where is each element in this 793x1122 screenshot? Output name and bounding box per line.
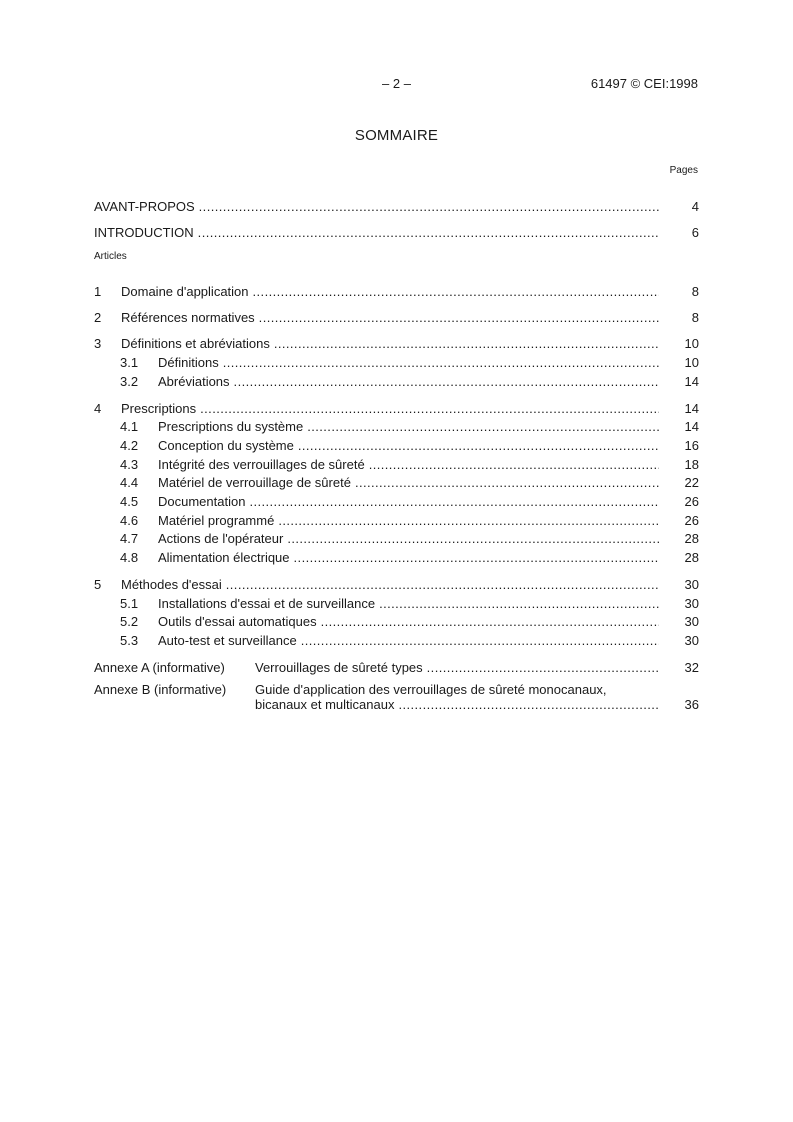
toc-entry-page: 32 — [684, 660, 699, 675]
toc-entry-4-7[interactable] — [94, 530, 699, 548]
toc-entry-number: 5.2 — [120, 614, 139, 629]
page-number: – 2 – — [382, 76, 411, 91]
standard-reference: 61497 © CEI:1998 — [590, 76, 698, 91]
toc-entry-page: 36 — [684, 697, 699, 712]
toc-entry-page: 28 — [684, 550, 699, 565]
toc-entry-label: Auto-test et surveillance ..... — [158, 632, 659, 650]
toc-entry-label: Définitions ..... — [158, 354, 659, 372]
toc-entry-label-line1: Guide d'application des verrouillages de sûreté monocanaux, — [255, 682, 607, 697]
toc-entry-number: 4.6 — [120, 513, 139, 528]
toc-entry-label: Prescriptions du système ..... — [158, 418, 659, 436]
toc-entry-number: 2 — [94, 310, 102, 325]
toc-entry-label: Verrouillages de sûreté types ..... — [255, 659, 659, 677]
toc-entry-4-2[interactable] — [94, 437, 699, 455]
toc-entry-4-6[interactable] — [94, 512, 699, 530]
toc-entry-number: 5.1 — [120, 596, 139, 611]
toc-entry-label: Alimentation électrique ..... — [158, 549, 659, 567]
toc-entry-annex-a[interactable] — [94, 659, 699, 677]
toc-entry-label: Méthodes d'essai ..... — [121, 576, 659, 594]
toc-entry-page: 28 — [684, 531, 699, 546]
toc-entry-number: 4.2 — [120, 438, 139, 453]
toc-entry-label: Documentation ..... — [158, 493, 659, 511]
toc-entry-page: 30 — [684, 577, 699, 592]
toc-entry-number: 3.2 — [120, 374, 139, 389]
toc-entry-number: 5 — [94, 577, 102, 592]
toc-entry-1[interactable] — [94, 283, 699, 301]
toc-entry-label: Abréviations ..... — [158, 373, 659, 391]
toc-entry-number: 4.1 — [120, 419, 139, 434]
toc-entry-page: 16 — [684, 438, 699, 453]
toc-entry-label: Prescriptions ..... — [121, 400, 659, 418]
toc-entry-label: Installations d'essai et de surveillance ..... — [158, 595, 659, 613]
toc-entry-4-8[interactable] — [94, 549, 699, 567]
toc-entry-page: 6 — [691, 225, 699, 240]
toc-entry-number: 4.5 — [120, 494, 139, 509]
toc-entry-number: 3.1 — [120, 355, 139, 370]
toc-entry-4-3[interactable] — [94, 456, 699, 474]
toc-entry-number: 1 — [94, 284, 102, 299]
toc-entry-number: 5.3 — [120, 633, 139, 648]
toc-entry-2[interactable] — [94, 309, 699, 327]
toc-entry-label: bicanaux et multicanaux ..... — [255, 696, 659, 714]
toc-entry-page: 10 — [684, 355, 699, 370]
toc-entry-5-2[interactable] — [94, 613, 699, 631]
toc-entry-number: 4 — [94, 401, 102, 416]
toc-entry-page: 14 — [684, 419, 699, 434]
toc-entry-label: Références normatives ..... — [121, 309, 659, 327]
toc-entry-page: 14 — [684, 374, 699, 389]
toc-entry-number: 4.3 — [120, 457, 139, 472]
toc-entry-label: INTRODUCTION ..... — [94, 224, 659, 242]
toc-entry-number: 3 — [94, 336, 102, 351]
toc-entry-page: 10 — [684, 336, 699, 351]
toc-entry-introduction[interactable] — [94, 224, 699, 242]
toc-entry-5-3[interactable] — [94, 632, 699, 650]
toc-entry-label: Outils d'essai automatiques ..... — [158, 613, 659, 631]
page-title: SOMMAIRE — [354, 127, 439, 144]
toc-entry-label: Domaine d'application ..... — [121, 283, 659, 301]
toc-entry-page: 30 — [684, 596, 699, 611]
toc-entry-page: 30 — [684, 633, 699, 648]
toc-entry-label: Matériel de verrouillage de sûreté ..... — [158, 474, 659, 492]
toc-entry-4-5[interactable] — [94, 493, 699, 511]
toc-entry-label: Intégrité des verrouillages de sûreté ..... — [158, 456, 659, 474]
toc-entry-page: 8 — [691, 284, 699, 299]
toc-entry-page: 8 — [691, 310, 699, 325]
toc-entry-3[interactable] — [94, 335, 699, 353]
toc-entry-label: AVANT-PROPOS ..... — [94, 198, 659, 216]
toc-entry-number: 4.4 — [120, 475, 139, 490]
toc-entry-label: Actions de l'opérateur ..... — [158, 530, 659, 548]
toc-entry-label: Conception du système ..... — [158, 437, 659, 455]
pages-column-label: Pages — [669, 165, 698, 176]
toc-entry-page: 18 — [684, 457, 699, 472]
toc-entry-annex-b[interactable] — [94, 682, 699, 714]
toc-entry-page: 26 — [684, 513, 699, 528]
toc-entry-4[interactable] — [94, 400, 699, 418]
toc-entry-page: 14 — [684, 401, 699, 416]
toc-annex-label: Annexe B (informative) — [94, 682, 227, 697]
toc-entry-page: 30 — [684, 614, 699, 629]
toc-entry-label: Matériel programmé ..... — [158, 512, 659, 530]
toc-entry-3-2[interactable] — [94, 373, 699, 391]
toc-entry-number: 4.8 — [120, 550, 139, 565]
toc-entry-page: 26 — [684, 494, 699, 509]
toc-entry-page: 4 — [691, 199, 699, 214]
toc-entry-number: 4.7 — [120, 531, 139, 546]
toc-entry-3-1[interactable] — [94, 354, 699, 372]
toc-entry-avant-propos[interactable] — [94, 198, 699, 216]
toc-entry-page: 22 — [684, 475, 699, 490]
toc-entry-4-1[interactable] — [94, 418, 699, 436]
toc-entry-5-1[interactable] — [94, 595, 699, 613]
toc-entry-4-4[interactable] — [94, 474, 699, 492]
articles-label: Articles — [94, 251, 127, 262]
toc-entry-5[interactable] — [94, 576, 699, 594]
toc-annex-label: Annexe A (informative) — [94, 660, 225, 675]
toc-entry-label: Définitions et abréviations ..... — [121, 335, 659, 353]
